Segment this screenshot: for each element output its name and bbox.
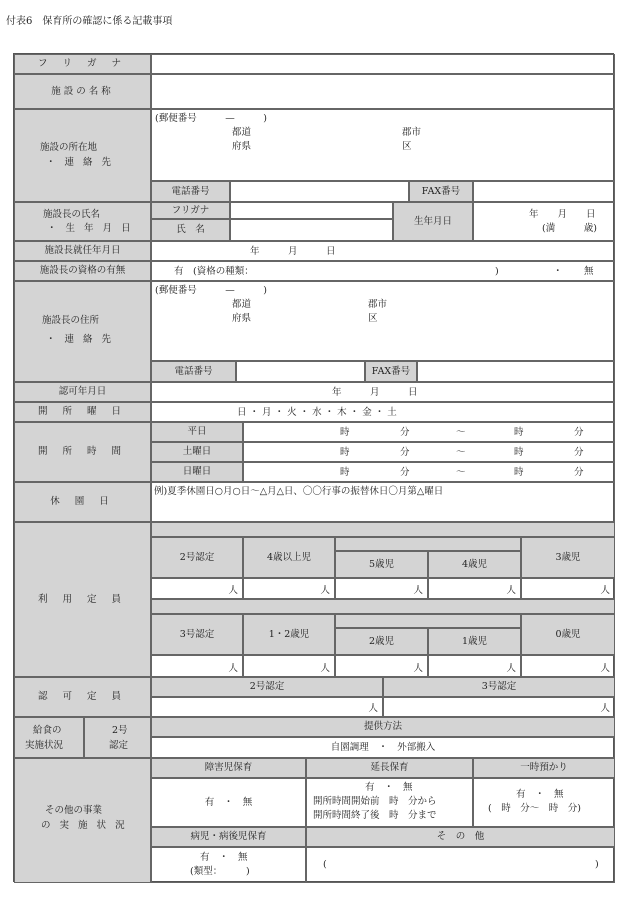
sick-care-yes-no: 有 ・ 無 [200,852,248,863]
cap-cert3-value[interactable]: 人 [151,655,243,677]
extended-care-start: 開所時間開始前 時 分から [313,796,437,807]
other-services-label-2: の 実 施 状 況 [41,820,128,831]
cap-cert3-label: 3号認定 [151,614,243,655]
sick-care-field[interactable] [151,847,306,883]
cap-cert2-label: 2号認定 [151,537,243,578]
cap-age12-span-bar [335,614,521,628]
cap-age3-value[interactable]: 人 [521,578,615,599]
hours-sunday-label: 日曜日 [151,462,243,482]
facility-furigana-field[interactable] [151,54,615,74]
sick-care-type: (類型： ) [190,866,250,877]
hours-saturday-close-hour: 時 [514,447,524,458]
director-age: (満 歳) [542,223,597,234]
meal-label-2: 実施状況 [25,740,64,751]
hours-saturday-close-min: 分 [574,447,584,458]
facility-fax-label: FAX番号 [409,181,473,202]
hours-sunday-open-hour: 時 [340,467,350,478]
cap-cert2-value[interactable]: 人 [151,578,243,599]
hours-weekday-close-min: 分 [574,427,584,438]
director-address-label [14,281,151,382]
disability-care-label: 障害児保育 [151,758,306,778]
qualification-no: 無 [584,266,594,277]
facility-city-2: 区 [402,141,412,152]
appointed-field[interactable] [151,241,615,261]
other-services-label-1: その他の事業 [45,805,103,816]
director-pref-1: 都道 [232,299,252,310]
opening-hours-label: 開 所 時 間 [14,422,151,482]
qualification-dot: ・ [553,266,563,277]
facility-address-label [14,109,151,202]
cap-over4-value[interactable]: 人 [243,578,335,599]
opening-days-label: 開 所 曜 日 [14,402,151,422]
cap-age0-value[interactable]: 人 [521,655,615,677]
temporary-care-yes-no: 有 ・ 無 [516,789,564,800]
hours-sunday-close-min: 分 [574,467,584,478]
meal-method-label: 提供方法 [151,717,615,737]
facility-pref-2: 府県 [232,141,252,152]
director-city-1: 郡市 [368,299,388,310]
meal-cert-label [84,717,151,758]
sick-care-label: 病児・病後児保育 [151,827,306,847]
director-fax-field[interactable] [417,361,615,382]
director-name-field[interactable] [230,219,393,241]
meal-cert-label-2: 認定 [109,740,129,751]
licensed-label: 認 可 定 員 [14,677,151,717]
others-open-paren: ( [323,859,327,870]
facility-name-label: 施設の名称 [14,74,151,109]
director-fax-label: FAX番号 [365,361,417,382]
director-name-sub-label: 氏 名 [151,219,230,241]
hours-saturday-open-hour: 時 [340,447,350,458]
cap-age5-value[interactable]: 人 [335,578,428,599]
cap-age2-value[interactable]: 人 [335,655,428,677]
temporary-care-label: 一時預かり [473,758,615,778]
cap-age2-label: 2歳児 [335,628,428,655]
facility-address-field[interactable] [151,109,615,181]
hours-weekday-tilde: ～ [456,427,466,438]
extended-care-field[interactable] [306,778,473,827]
facility-address-label-2: ・ 連 絡 先 [46,157,115,168]
cap-over4-span-bar [335,537,521,551]
director-address-label-1: 施設長の住所 [42,315,100,326]
facility-postal: (郵便番号 — ) [155,113,267,124]
qualification-yes: 有 (資格の種類： [174,266,254,277]
meal-method-value[interactable]: 自園調理 ・ 外部搬入 [151,737,615,758]
cap-age1-label: 1歳児 [428,628,521,655]
facility-name-field[interactable] [151,74,615,109]
director-name-label-1: 施設長の氏名 [43,209,101,220]
approval-field[interactable] [151,382,615,402]
holiday-field[interactable] [151,482,615,522]
qualification-label: 施設長の資格の有無 [14,261,151,281]
qualification-close: ) [495,266,499,277]
director-furigana-field[interactable] [230,202,393,219]
furigana-label: フ リ ガ ナ [14,54,151,74]
facility-address-label-1: 施設の所在地 [40,142,98,153]
extended-care-yes-no: 有 ・ 無 [365,782,413,793]
hours-saturday-label: 土曜日 [151,442,243,462]
hours-saturday-open-min: 分 [400,447,410,458]
approval-value: 年 月 日 [332,387,418,398]
holiday-example: 例)夏季休園日○月○日～△月△日、〇〇行事の振替休日〇月第△曜日 [154,486,444,497]
director-birth-label: 生年月日 [393,202,473,241]
extended-care-end: 開所時間終了後 時 分まで [313,810,437,821]
opening-days-field[interactable] [151,402,615,422]
facility-city-1: 郡市 [402,127,422,138]
meal-label-1: 給食の [33,725,62,736]
hours-saturday-tilde: ～ [456,447,466,458]
cap-age12-value[interactable]: 人 [243,655,335,677]
qualification-field[interactable] [151,261,615,281]
approval-label: 認可年月日 [14,382,151,402]
appointed-value: 年 月 日 [250,246,336,257]
temporary-care-field[interactable] [473,778,615,827]
hours-saturday-field[interactable] [243,442,615,462]
holiday-label: 休 園 日 [14,482,151,522]
cap-age5-label: 5歳児 [335,551,428,578]
director-phone-label: 電話番号 [151,361,236,382]
cap-age0-label: 0歳児 [521,614,615,655]
opening-days-value: 日 ・ 月 ・ 火 ・ 水 ・ 木 ・ 金 ・ 土 [237,407,397,418]
meal-cert-label-1: 2号 [112,725,128,736]
director-phone-field[interactable] [236,361,365,382]
director-postal: (郵便番号 — ) [155,285,267,296]
director-birth-field[interactable] [473,202,615,241]
facility-pref-1: 都道 [232,127,252,138]
hours-weekday-open-hour: 時 [340,427,350,438]
hours-weekday-label: 平日 [151,422,243,442]
other-services-label [14,758,151,883]
others-label: そ の 他 [306,827,615,847]
cap-age4-value[interactable]: 人 [428,578,521,599]
licensed-cert2-value[interactable]: 人 [151,697,383,717]
director-address-label-2: ・ 連 絡 先 [46,334,115,345]
hours-sunday-close-hour: 時 [514,467,524,478]
confirmation-form [13,53,614,882]
capacity-header-bar [151,522,615,537]
appointed-label: 施設長就任年月日 [14,241,151,261]
director-city-2: 区 [368,313,378,324]
cap-age4-label: 4歳児 [428,551,521,578]
facility-fax-field[interactable] [473,181,615,202]
capacity-cert3-bar [151,599,615,614]
director-address-field[interactable] [151,281,615,361]
cap-over4-label: 4歳以上児 [243,537,335,578]
cap-age1-value[interactable]: 人 [428,655,521,677]
disability-care-value[interactable]: 有 ・ 無 [151,778,306,827]
hours-weekday-open-min: 分 [400,427,410,438]
facility-phone-field[interactable] [230,181,409,202]
others-close-paren: ) [595,859,599,870]
hours-sunday-tilde: ～ [456,467,466,478]
cap-age3-label: 3歳児 [521,537,615,578]
hours-sunday-field[interactable] [243,462,615,482]
hours-weekday-field[interactable] [243,422,615,442]
facility-phone-label: 電話番号 [151,181,230,202]
cap-age12-label: 1・2歳児 [243,614,335,655]
temporary-care-time: ( 時 分～ 時 分) [488,803,581,814]
director-name-label-2: ・ 生 年 月 日 [47,223,134,234]
director-name-label [14,202,151,241]
licensed-cert3-label: 3号認定 [383,677,615,697]
director-furigana-label: フリガナ [151,202,230,219]
director-birth-value: 年 月 日 [529,209,596,220]
licensed-cert2-label: 2号認定 [151,677,383,697]
licensed-cert3-value[interactable]: 人 [383,697,615,717]
hours-weekday-close-hour: 時 [514,427,524,438]
director-pref-2: 府県 [232,313,252,324]
extended-care-label: 延長保育 [306,758,473,778]
capacity-label: 利 用 定 員 [14,522,151,677]
hours-sunday-open-min: 分 [400,467,410,478]
others-field[interactable] [306,847,615,883]
document-title: 付表6 保育所の確認に係る記載事項 [6,16,173,27]
meal-label [14,717,84,758]
